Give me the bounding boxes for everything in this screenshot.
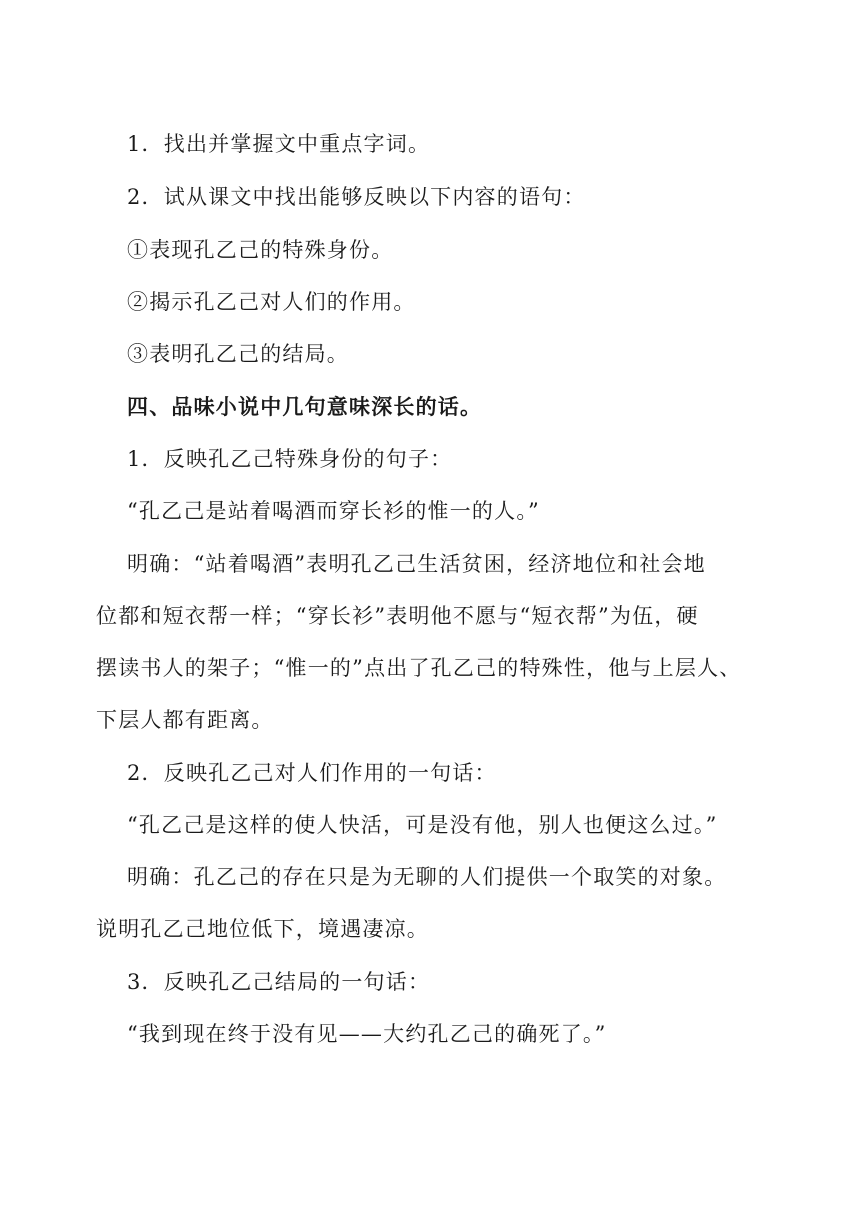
point-3-heading: 3．反映孔乙己结局的一句话： (127, 970, 431, 994)
point-1-explanation-line-1: 明确：“站着喝酒”表明孔乙己生活贫困，经济地位和社会地 (127, 552, 706, 576)
sub-item-1: ①表现孔乙己的特殊身份。 (127, 238, 394, 262)
task-item-1: 1．找出并掌握文中重点字词。 (127, 132, 431, 156)
task-item-2: 2．试从课文中找出能够反映以下内容的语句： (127, 185, 586, 209)
section-heading: 四、品味小说中几句意味深长的话。 (127, 394, 483, 419)
point-1-quote: “孔乙己是站着喝酒而穿长衫的惟一的人。” (127, 499, 540, 523)
point-2-explanation-line-2: 说明孔乙己地位低下，境遇凄凉。 (96, 917, 429, 941)
sub-item-3: ③表明孔乙己的结局。 (127, 342, 349, 366)
point-1-explanation-line-4: 下层人都有距离。 (96, 708, 274, 732)
point-2-explanation-line-1: 明确：孔乙己的存在只是为无聊的人们提供一个取笑的对象。 (127, 865, 727, 889)
sub-item-2: ②揭示孔乙己对人们的作用。 (127, 290, 416, 314)
point-2-heading: 2．反映孔乙己对人们作用的一句话： (127, 761, 497, 785)
point-3-quote: “我到现在终于没有见——大约孔乙己的确死了。” (127, 1022, 607, 1046)
point-1-explanation-line-3: 摆读书人的架子；“惟一的”点出了孔乙己的特殊性，他与上层人、 (96, 656, 742, 680)
point-1-explanation-line-2: 位都和短衣帮一样；“穿长衫”表明他不愿与“短衣帮”为伍，硬 (96, 604, 699, 628)
point-2-quote: “孔乙己是这样的使人快活，可是没有他，别人也便这么过。” (127, 813, 718, 837)
point-1-heading: 1．反映孔乙己特殊身份的句子： (127, 447, 453, 471)
